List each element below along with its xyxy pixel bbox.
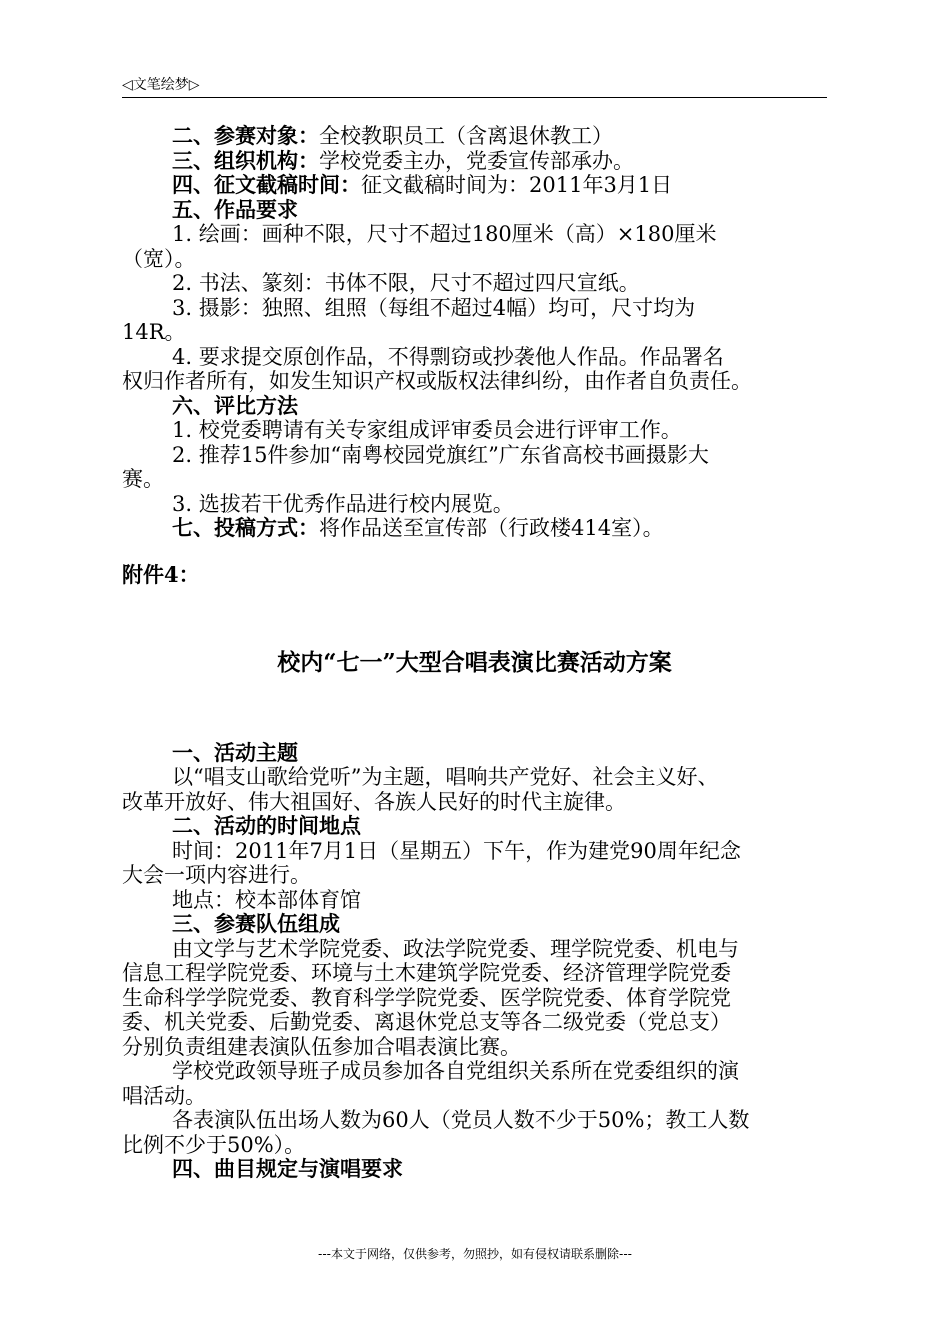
paragraph-line: 信息工程学院党委、环境与土木建筑学院党委、经济管理学院党委 — [122, 961, 731, 985]
text-deadline: 征文截稿时间为：2011年3月1日 — [361, 173, 673, 197]
document-title: 校内“七一”大型合唱表演比赛活动方案 — [277, 648, 672, 676]
section-deadline — [122, 173, 827, 198]
paragraph-line: 权归作者所有，如发生知识产权或版权法律纠纷，由作者自负责任。 — [122, 369, 752, 393]
paragraph-line: 1. 绘画：画种不限，尺寸不超过180厘米（高）×180厘米 — [172, 222, 717, 246]
paragraph-line: 大会一项内容进行。 — [122, 863, 311, 887]
paragraph-line: 赛。 — [122, 467, 164, 491]
paragraph-line: 1. 校党委聘请有关专家组成评审委员会进行评审工作。 — [172, 418, 682, 442]
paragraph-line: 以“唱支山歌给党听”为主题，唱响共产党好、社会主义好、 — [172, 765, 719, 789]
heading-organizer: 三、组织机构： — [172, 147, 319, 173]
paragraph-line: 各表演队伍出场人数为60人（党员人数不少于50%；教工人数 — [172, 1108, 750, 1132]
paragraph-line: 3. 摄影：独照、组照（每组不超过4幅）均可，尺寸均为 — [172, 295, 696, 320]
section-submission — [122, 516, 827, 541]
section-participants — [122, 124, 827, 149]
paragraph-line: 学校党政领导班子成员参加各自党组织关系所在党委组织的演 — [172, 1059, 739, 1083]
paragraph-line: 2. 书法、篆刻：书体不限，尺寸不超过四尺宣纸。 — [172, 271, 640, 295]
paragraph-line: 分别负责组建表演队伍参加合唱表演比赛。 — [122, 1034, 521, 1059]
paragraph-line: 地点：校本部体育馆 — [172, 887, 361, 912]
heading-theme: 一、活动主题 — [172, 739, 298, 765]
heading-repertoire: 四、曲目规定与演唱要求 — [172, 1156, 403, 1181]
paragraph-line: 生命科学学院党委、教育科学学院党委、医学院党委、体育学院党 — [122, 985, 731, 1010]
paragraph-line: 唱活动。 — [122, 1083, 206, 1108]
heading-requirements: 五、作品要求 — [172, 196, 298, 222]
paragraph-line: 4. 要求提交原创作品，不得剽窃或抄袭他人作品。作品署名 — [172, 344, 724, 369]
attachment-label: 附件4： — [122, 561, 200, 587]
paragraph-line: 由文学与艺术学院党委、政法学院党委、理学院党委、机电与 — [172, 936, 739, 961]
page-header: ◁文笔绘梦▷ — [122, 77, 200, 93]
paragraph-line: 时间：2011年7月1日（星期五）下午，作为建党90周年纪念 — [172, 838, 741, 863]
paragraph-line: 3. 选拔若干优秀作品进行校内展览。 — [172, 491, 514, 516]
header-divider — [122, 97, 827, 98]
heading-evaluation: 六、评比方法 — [172, 392, 298, 418]
page-footer: ---本文于网络，仅供参考，勿照抄，如有侵权请联系删除--- — [318, 1247, 632, 1261]
heading-time-place: 二、活动的时间地点 — [172, 813, 361, 838]
paragraph-line: 改革开放好、伟大祖国好、各族人民好的时代主旋律。 — [122, 789, 626, 814]
heading-participants: 二、参赛对象： — [172, 123, 319, 148]
plan-body — [122, 741, 827, 1182]
document-body — [122, 124, 827, 1182]
paragraph-line: 2. 推荐15件参加“南粤校园党旗红”广东省高校书画摄影大 — [172, 442, 709, 467]
paragraph-line: 14R。 — [122, 320, 186, 344]
paragraph-line: 比例不少于50%）。 — [122, 1132, 306, 1157]
text-submission: 将作品送至宣传部（行政楼414室）。 — [319, 516, 664, 540]
heading-deadline: 四、征文截稿时间： — [172, 172, 361, 197]
heading-submission: 七、投稿方式： — [172, 515, 319, 540]
section-organizer — [122, 149, 827, 174]
heading-teams: 三、参赛队伍组成 — [172, 911, 340, 936]
text-organizer: 学校党委主办，党委宣传部承办。 — [319, 148, 634, 173]
text-participants: 全校教职员工（含离退休教工） — [319, 124, 613, 148]
paragraph-line: （宽）。 — [122, 246, 196, 271]
paragraph-line: 委、机关党委、后勤党委、离退休党总支等各二级党委（党总支） — [122, 1010, 731, 1034]
